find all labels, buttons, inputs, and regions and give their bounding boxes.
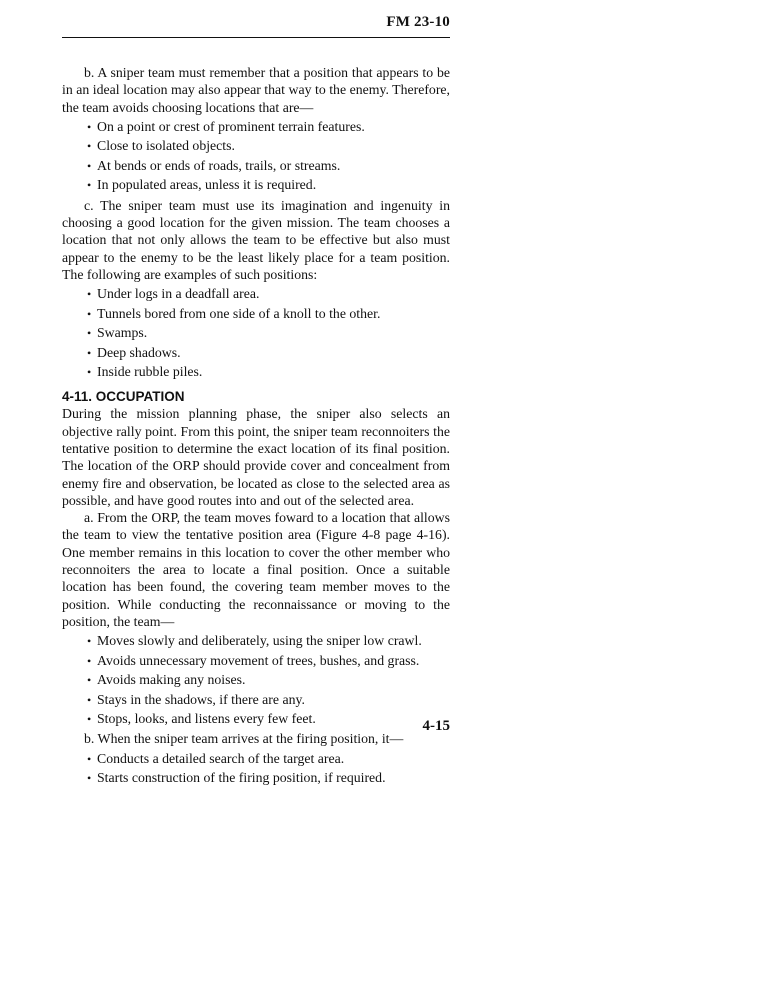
list-item: • Close to isolated objects. — [87, 137, 450, 155]
list-item: • Deep shadows. — [87, 344, 450, 362]
bullet-icon: • — [87, 673, 92, 688]
bullet-icon: • — [87, 158, 92, 173]
bullet-icon: • — [87, 287, 92, 302]
list-item: • On a point or crest of prominent terrain features. — [87, 118, 450, 136]
bullet-icon: • — [87, 692, 92, 707]
list-item: • Stays in the shadows, if there are any. — [87, 691, 450, 709]
list-item: • Avoids making any noises. — [87, 671, 450, 689]
bullet-icon: • — [87, 751, 92, 766]
bullet-icon: • — [87, 326, 92, 341]
bullet-icon: • — [87, 178, 92, 193]
bullet-icon: • — [87, 634, 92, 649]
list-item: • Conducts a detailed search of the target area. — [87, 750, 450, 768]
avoid-locations-list — [62, 118, 450, 195]
bullet-icon: • — [87, 345, 92, 360]
occupation-intro-paragraph: During the mission planning phase, the sniper also selects an objective rally point. From this point, the sniper team reconnoiters the tentative position to determine the exact location of its final position. The location of the ORP should provide cover and concealment from enemy fire and observation, be located as close to the selected area as possible, and have good routes into and out of the selected area. — [62, 406, 450, 508]
list-item: • At bends or ends of roads, trails, or streams. — [87, 157, 450, 175]
bullet-icon: • — [87, 306, 92, 321]
list-item: • Stops, looks, and listens every few feet. — [87, 710, 450, 728]
movement-actions-list — [62, 632, 450, 728]
bullet-icon: • — [87, 771, 92, 786]
list-item: • Inside rubble piles. — [87, 363, 450, 381]
list-item: • In populated areas, unless it is required. — [87, 176, 450, 194]
example-positions-list — [62, 285, 450, 381]
arrival-actions-list — [62, 750, 450, 788]
list-item: • Moves slowly and deliberately, using the sniper low crawl. — [87, 632, 450, 650]
header-rule — [62, 37, 450, 38]
list-item: • Starts construction of the firing position, if required. — [87, 769, 450, 787]
section-heading-occupation: 4-11. OCCUPATION — [62, 389, 185, 405]
page-number: 4-15 — [422, 718, 450, 734]
page-content — [62, 64, 450, 790]
manual-header-label: FM 23-10 — [386, 14, 450, 30]
bullet-icon: • — [87, 139, 92, 154]
list-item: • Under logs in a deadfall area. — [87, 285, 450, 303]
list-item: • Avoids unnecessary movement of trees, bushes, and grass. — [87, 652, 450, 670]
bullet-icon: • — [87, 653, 92, 668]
list-item: • Tunnels bored from one side of a knoll to the other. — [87, 305, 450, 323]
paragraph-a-orp: a. From the ORP, the team moves foward to a location that allows the team to view the tentative position area (Figure 4-8 page 4-16). One member remains in this location to cover the other member who reconnoiters the area to locate a final position. Once a suitable location has been found, the covering team member moves to the position. While conducting the reconnaissance or moving to the position, the team— — [62, 510, 450, 629]
bullet-icon: • — [87, 712, 92, 727]
document-page — [62, 0, 450, 1003]
bullet-icon: • — [87, 365, 92, 380]
paragraph-c-imagination: c. The sniper team must use its imagination and ingenuity in choosing a good location for the given mission. The team chooses a location that not only allows the team to be effective but also must appear to the enemy to be the least likely place for a team position. The following are examples of such positions: — [62, 197, 450, 282]
paragraph-b-arrival: b. When the sniper team arrives at the firing position, it— — [84, 731, 404, 747]
bullet-icon: • — [87, 119, 92, 134]
list-item: • Swamps. — [87, 324, 450, 342]
paragraph-b-position-avoid: b. A sniper team must remember that a position that appears to be in an ideal location may also appear that way to the enemy. Therefore, the team avoids choosing locations that are— — [62, 65, 450, 115]
